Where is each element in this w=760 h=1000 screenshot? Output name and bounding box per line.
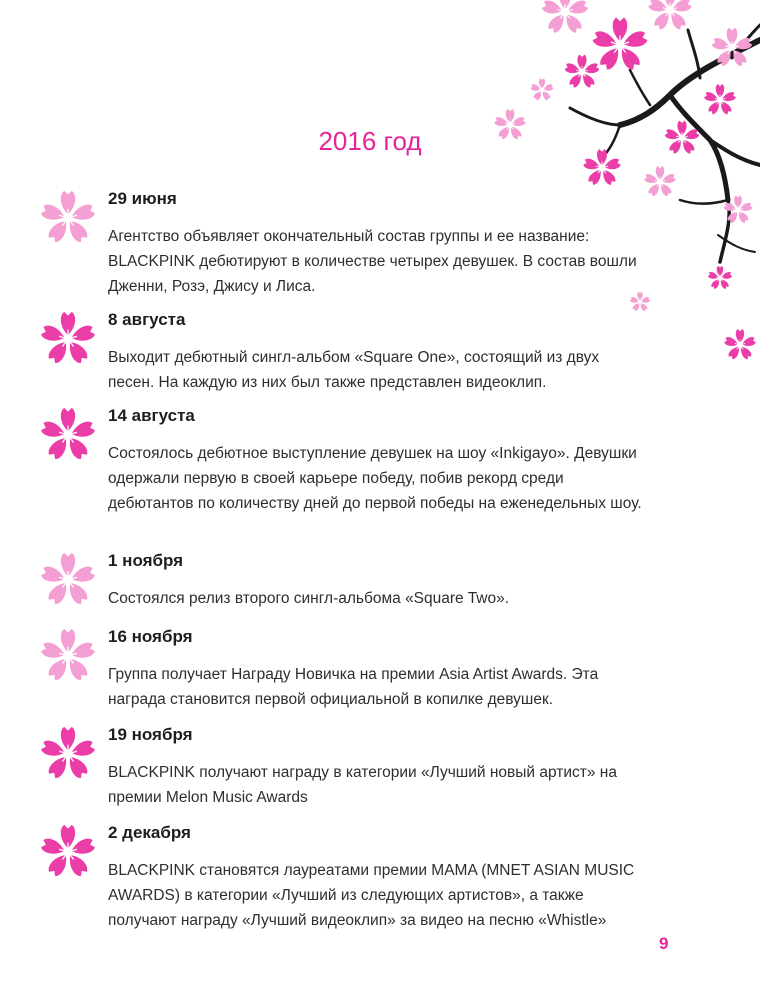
entry-date: 16 ноября — [108, 627, 193, 646]
sakura-flower-dark-icon — [40, 407, 96, 463]
entry-text: BLACKPINK получают награду в категории «Лучший новый артист» на премии Melon Music Awards — [108, 764, 617, 806]
entry-date: 14 августа — [108, 406, 195, 425]
entry-text: Состоялся релиз второго сингл-альбома «Square Two». — [108, 590, 510, 607]
entry-text: Состоялось дебютное выступление девушек на шоу «Inkigayo». Девушки одержали первую в своей карьере победу, побив рекорд среди дебютантов по количеству дней до первой победы на еженедельных шоу. — [108, 445, 642, 512]
entry-text: Выходит дебютный сингл-альбом «Square One», состоящий из двух песен. На каждую из них был также представлен видеоклип. — [108, 349, 600, 391]
entry-date: 19 ноября — [108, 725, 193, 744]
entry-text: BLACKPINK становятся лауреатами премии MAMA (MNET ASIAN MUSIC AWARDS) в категории «Лучший из следующих артистов», а также получают награду «Лучший видеоклип» за видео на песню «Whistle» — [108, 862, 635, 929]
sakura-flower-dark-icon — [40, 311, 96, 367]
entry-date: 29 июня — [108, 189, 177, 208]
entry-date: 8 августа — [108, 310, 186, 329]
cherry-blossom-branch-icon — [470, 0, 760, 380]
entry-text: Группа получает Награду Новичка на премии Asia Artist Awards. Эта награда становится первой официальной в копилке девушек. — [108, 666, 599, 708]
sakura-flower-dark-icon — [40, 824, 96, 880]
sakura-flower-dark-icon — [40, 726, 96, 782]
sakura-flower-light-icon — [40, 628, 96, 684]
sakura-flower-light-icon — [40, 190, 96, 246]
entry-text: Агентство объявляет окончательный состав группы и ее название: BLACKPINK дебютируют в количестве четырех девушек. В состав вошли Дженни, Розэ, Джису и Лиса. — [108, 228, 637, 295]
sakura-flower-light-icon — [40, 552, 96, 608]
entry-date: 1 ноября — [108, 551, 184, 570]
entry-date: 2 декабря — [108, 823, 191, 842]
page-number: 9 — [659, 934, 669, 953]
page-title: 2016 год — [318, 126, 422, 156]
